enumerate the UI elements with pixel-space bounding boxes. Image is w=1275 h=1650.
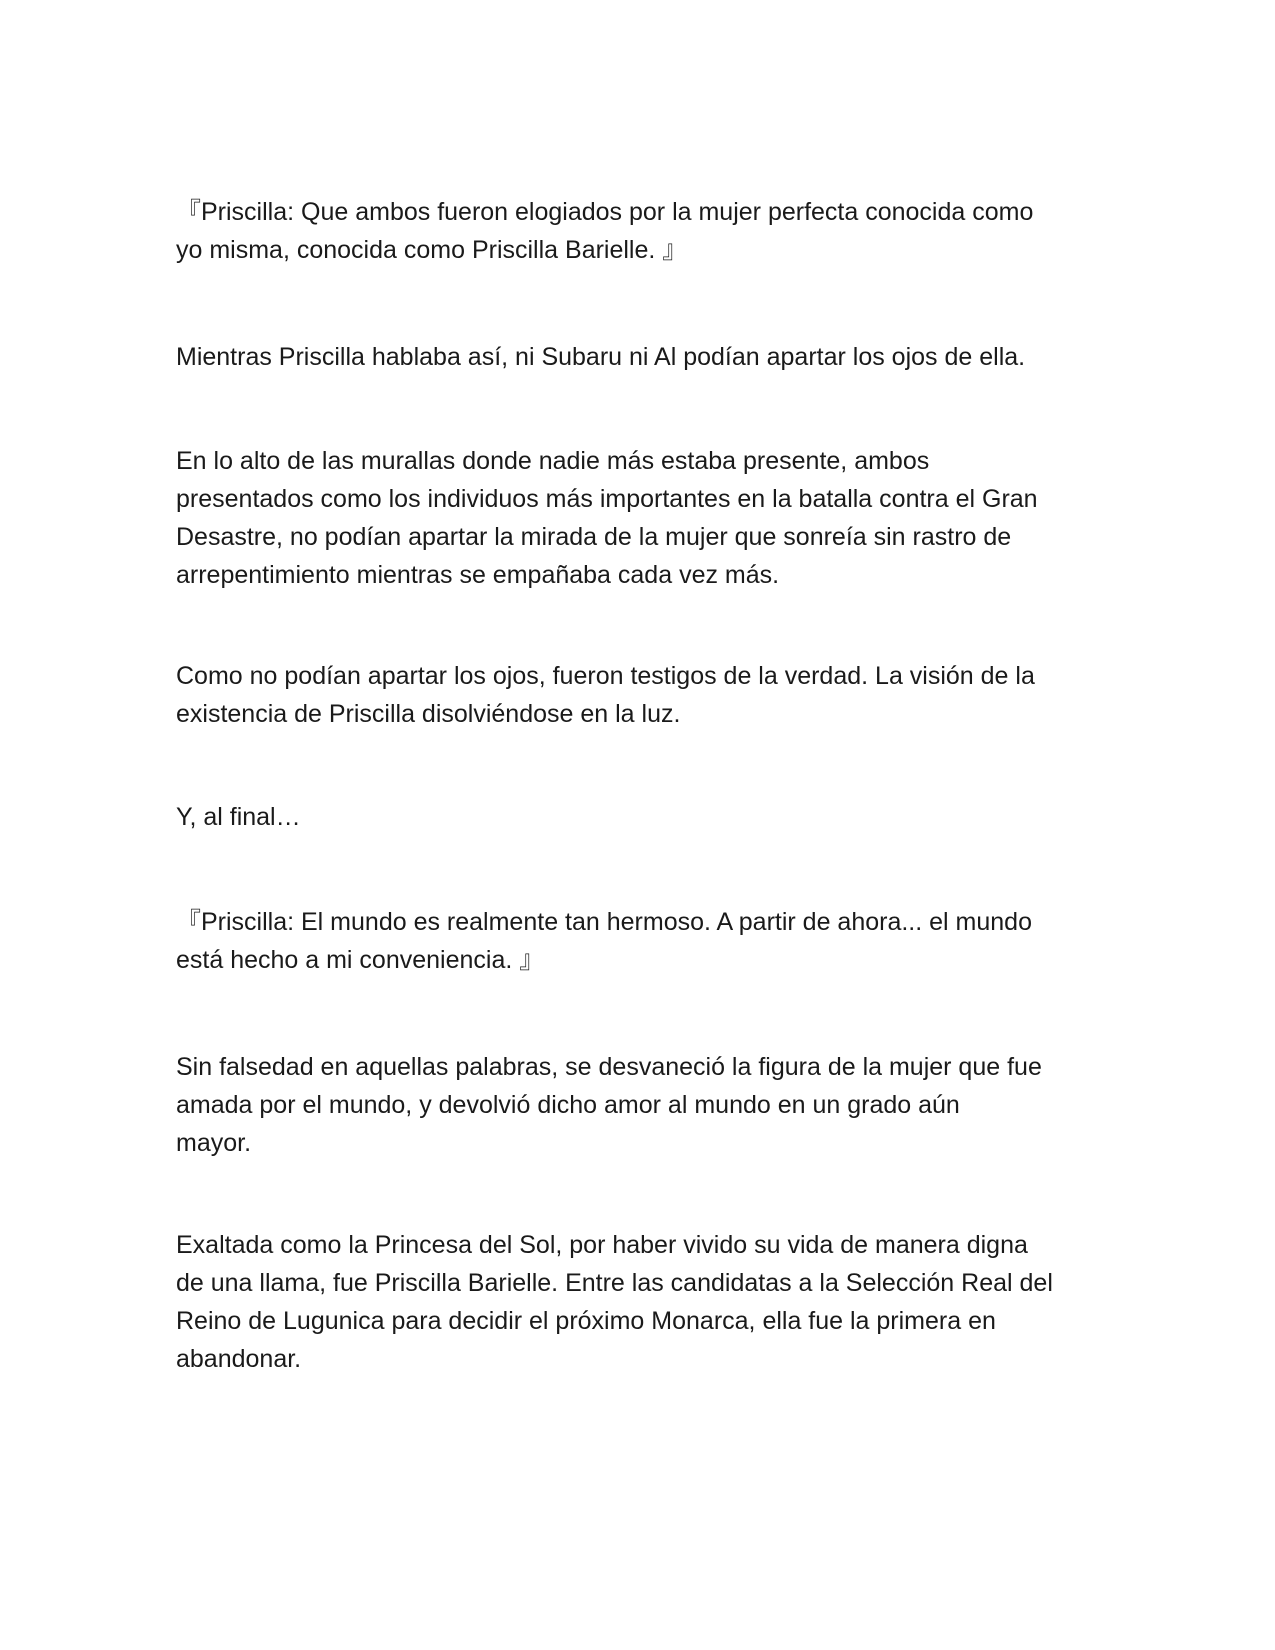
paragraph-narration-4	[176, 798, 1106, 836]
text-line: Desastre, no podían apartar la mirada de la mujer que sonreía sin rastro de	[176, 523, 1012, 551]
paragraph-narration-3	[176, 657, 1106, 733]
text-line: está hecho a mi conveniencia. 』	[176, 946, 545, 974]
text-line: Exaltada como la Princesa del Sol, por haber vivido su vida de manera digna	[176, 1231, 1028, 1259]
text-line: Sin falsedad en aquellas palabras, se desvaneció la figura de la mujer que fue	[176, 1053, 1042, 1081]
paragraph-narration-1	[176, 338, 1106, 376]
text-line: Y, al final…	[176, 803, 301, 831]
paragraph-priscilla-quote-2	[176, 903, 1106, 979]
text-line: yo misma, conocida como Priscilla Barielle. 』	[176, 236, 688, 264]
text-line: presentados como los individuos más importantes en la batalla contra el Gran	[176, 485, 1038, 513]
text-line: Reino de Lugunica para decidir el próximo Monarca, ella fue la primera en	[176, 1307, 996, 1335]
paragraph-priscilla-quote-1	[176, 193, 1106, 269]
text-line: mayor.	[176, 1129, 252, 1157]
paragraph-narration-2	[176, 442, 1106, 594]
paragraph-narration-6	[176, 1226, 1106, 1378]
text-line: Mientras Priscilla hablaba así, ni Subaru ni Al podían apartar los ojos de ella.	[176, 343, 1026, 371]
text-line: abandonar.	[176, 1345, 302, 1373]
text-line: Como no podían apartar los ojos, fueron testigos de la verdad. La visión de la	[176, 662, 1035, 690]
text-line: de una llama, fue Priscilla Barielle. Entre las candidatas a la Selección Real del	[176, 1269, 1053, 1297]
text-line: existencia de Priscilla disolviéndose en la luz.	[176, 700, 681, 728]
paragraph-narration-5	[176, 1048, 1106, 1162]
text-line: 『Priscilla: Que ambos fueron elogiados por la mujer perfecta conocida como	[176, 198, 1034, 226]
text-line: arrepentimiento mientras se empañaba cada vez más.	[176, 561, 780, 589]
text-line: En lo alto de las murallas donde nadie más estaba presente, ambos	[176, 447, 930, 475]
text-line: 『Priscilla: El mundo es realmente tan hermoso. A partir de ahora... el mundo	[176, 908, 1032, 936]
text-line: amada por el mundo, y devolvió dicho amor al mundo en un grado aún	[176, 1091, 960, 1119]
